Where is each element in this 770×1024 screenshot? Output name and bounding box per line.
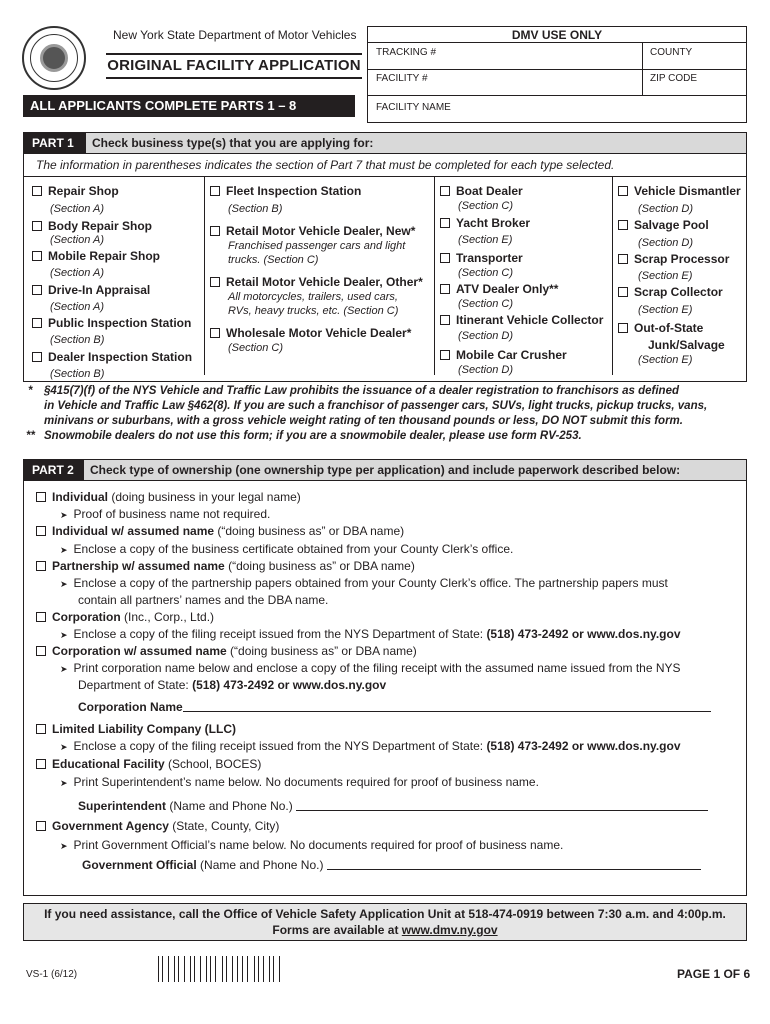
llc-instruction: ➤ Enclose a copy of the filing receipt issued from the NYS Department of State: (518) 473-2492 or www.dos.ny.gov [60,739,681,753]
educational-facility-checkbox[interactable]: Educational Facility (School, BOCES) [36,757,261,771]
part1-section [23,132,747,382]
dmv-website-link[interactable]: www.dmv.ny.gov [401,923,498,937]
section-note: (Section A) [50,234,105,246]
salvage-pool-checkbox[interactable]: Salvage Pool [618,218,709,232]
section-note: RVs, heavy trucks, etc. (Section C) [228,305,399,317]
drive-in-appraisal-checkbox[interactable]: Drive-In Appraisal [32,283,150,297]
nys-dmv-seal [22,26,86,90]
body-repair-shop-checkbox[interactable]: Body Repair Shop [32,219,152,233]
section-note: (Section A) [50,267,105,279]
part2-section [23,459,747,896]
tracking-field[interactable]: TRACKING # [376,47,437,58]
barcode-image [158,956,285,982]
part1-label: PART 1 [24,133,86,153]
corporation-assumed-name-checkbox[interactable]: Corporation w/ assumed name (“doing business as” or DBA name) [36,644,417,658]
assistance-box [23,903,747,941]
government-official-field[interactable]: Government Official (Name and Phone No.) [82,858,701,872]
retail-dealer-new-checkbox[interactable]: Retail Motor Vehicle Dealer, New* [210,224,415,238]
individual-instruction: ➤ Proof of business name not required. [60,507,271,521]
corporation-checkbox[interactable]: Corporation (Inc., Corp., Ltd.) [36,610,214,624]
section-note: (Section C) [458,200,514,212]
section-note: (Section C) [458,298,514,310]
transporter-checkbox[interactable]: Transporter [440,251,523,265]
individual-checkbox[interactable]: Individual (doing business in your legal name) [36,490,301,504]
part1-heading: Check business type(s) that you are applying for: [86,133,746,153]
fleet-inspection-station-checkbox[interactable]: Fleet Inspection Station [210,184,361,198]
section-note: trucks. (Section C) [228,254,319,266]
mobile-repair-shop-checkbox[interactable]: Mobile Repair Shop [32,249,160,263]
snowmobile-note: Snowmobile dealers do not use this form; if you are a snowmobile dealer, please use form RV-253. [44,430,582,442]
llc-checkbox[interactable]: Limited Liability Company (LLC) [36,722,236,736]
section-note: (Section B) [50,334,105,346]
dealer-inspection-station-checkbox[interactable]: Dealer Inspection Station [32,350,192,364]
footnote-marker-2: ** [26,430,35,442]
dmv-use-only-box [367,26,747,123]
vehicle-dismantler-checkbox[interactable]: Vehicle Dismantler [618,184,741,198]
part2-heading: Check type of ownership (one ownership type per application) and include paperwork described below: [84,460,746,480]
partnership-instruction-line2: contain all partners’ names and the DBA name. [78,593,329,607]
zip-code-field[interactable]: ZIP CODE [650,73,698,84]
wholesale-dealer-checkbox[interactable]: Wholesale Motor Vehicle Dealer* [210,326,411,340]
public-inspection-station-checkbox[interactable]: Public Inspection Station [32,316,191,330]
section-note: Franchised passenger cars and light [228,240,406,252]
footnote-marker: * [28,385,33,397]
superintendent-field[interactable]: Superintendent (Name and Phone No.) [78,799,708,813]
section-note: (Section B) [228,203,283,215]
assistance-line2: Forms are available at www.dmv.ny.gov [272,923,498,937]
section-note: (Section D) [638,203,694,215]
section-note: (Section E) [638,304,693,316]
section-note: (Section A) [50,203,105,215]
section-note: (Section E) [638,270,693,282]
yacht-broker-checkbox[interactable]: Yacht Broker [440,216,530,230]
franchisor-note-line1: §415(7)(f) of the NYS Vehicle and Traffic Law prohibits the issuance of a dealer registration to franchisors as defined [44,385,679,397]
section-note: (Section B) [50,368,105,380]
county-field[interactable]: COUNTY [650,47,693,58]
section-note: (Section D) [458,364,514,376]
form-id: VS-1 (6/12) [26,969,78,980]
individual-assumed-instruction: ➤ Enclose a copy of the business certificate obtained from your County Clerk’s office. [60,542,514,556]
boat-dealer-checkbox[interactable]: Boat Dealer [440,184,523,198]
retail-dealer-other-checkbox[interactable]: Retail Motor Vehicle Dealer, Other* [210,275,423,289]
section-note: (Section D) [638,237,694,249]
dmv-use-only-title: DMV USE ONLY [368,27,746,43]
atv-dealer-checkbox[interactable]: ATV Dealer Only** [440,282,558,296]
partnership-instruction-line1: ➤ Enclose a copy of the partnership papers obtained from your County Clerk’s office. The partnership papers must [60,576,668,590]
form-title: ORIGINAL FACILITY APPLICATION [106,53,362,79]
all-parts-banner: ALL APPLICANTS COMPLETE PARTS 1 – 8 [23,95,355,117]
scrap-processor-checkbox[interactable]: Scrap Processor [618,252,729,266]
out-of-state-junk-salvage-label: Junk/Salvage [648,338,725,352]
department-name: New York State Department of Motor Vehicles [113,28,357,42]
section-note: (Section E) [638,354,693,366]
franchisor-note-line3: minivans or suburbans, with a gross vehicle weight rating of ten thousand pounds or less, DO NOT submit this form. [44,415,683,427]
scrap-collector-checkbox[interactable]: Scrap Collector [618,285,723,299]
corporation-instruction: ➤ Enclose a copy of the filing receipt issued from the NYS Department of State: (518) 473-2492 or www.dos.ny.gov [60,627,681,641]
out-of-state-junk-salvage-checkbox[interactable]: Out-of-State [618,321,703,335]
assistance-line1: If you need assistance, call the Office of Vehicle Safety Application Unit at 518-474-0919 between 7:30 a.m. and 4:00p.m. [44,907,726,921]
section-note: (Section D) [458,330,514,342]
section-note: (Section E) [458,234,513,246]
page-number: PAGE 1 OF 6 [677,967,751,981]
individual-assumed-name-checkbox[interactable]: Individual w/ assumed name (“doing business as” or DBA name) [36,524,404,538]
government-agency-instruction: ➤ Print Government Official’s name below. No documents required for proof of business name. [60,838,564,852]
part2-label: PART 2 [24,460,84,480]
educational-facility-instruction: ➤ Print Superintendent’s name below. No documents required for proof of business name. [60,775,539,789]
franchisor-note-line2: in Vehicle and Traffic Law §462(8). If you are such a franchisor of passenger cars, SUVs, light trucks, pickup trucks, vans, [44,400,708,412]
corporation-assumed-instruction-line1: ➤ Print corporation name below and enclose a copy of the filing receipt with the assumed name issued from the NYS [60,661,681,675]
repair-shop-checkbox[interactable]: Repair Shop [32,184,119,198]
section-note: All motorcycles, trailers, used cars, [228,291,398,303]
facility-name-field[interactable]: FACILITY NAME [376,102,451,113]
itinerant-vehicle-collector-checkbox[interactable]: Itinerant Vehicle Collector [440,313,603,327]
facility-number-field[interactable]: FACILITY # [376,73,428,84]
section-note: (Section A) [50,301,105,313]
section-note: (Section C) [228,342,284,354]
mobile-car-crusher-checkbox[interactable]: Mobile Car Crusher [440,348,567,362]
corporation-assumed-instruction-line2: Department of State: (518) 473-2492 or www.dos.ny.gov [78,678,387,692]
section-note: (Section C) [458,267,514,279]
partnership-checkbox[interactable]: Partnership w/ assumed name (“doing business as” or DBA name) [36,559,415,573]
corporation-name-field[interactable]: Corporation Name [78,700,711,714]
government-agency-checkbox[interactable]: Government Agency (State, County, City) [36,819,279,833]
part1-intro: The information in parentheses indicates the section of Part 7 that must be completed for each type selected. [36,158,615,172]
